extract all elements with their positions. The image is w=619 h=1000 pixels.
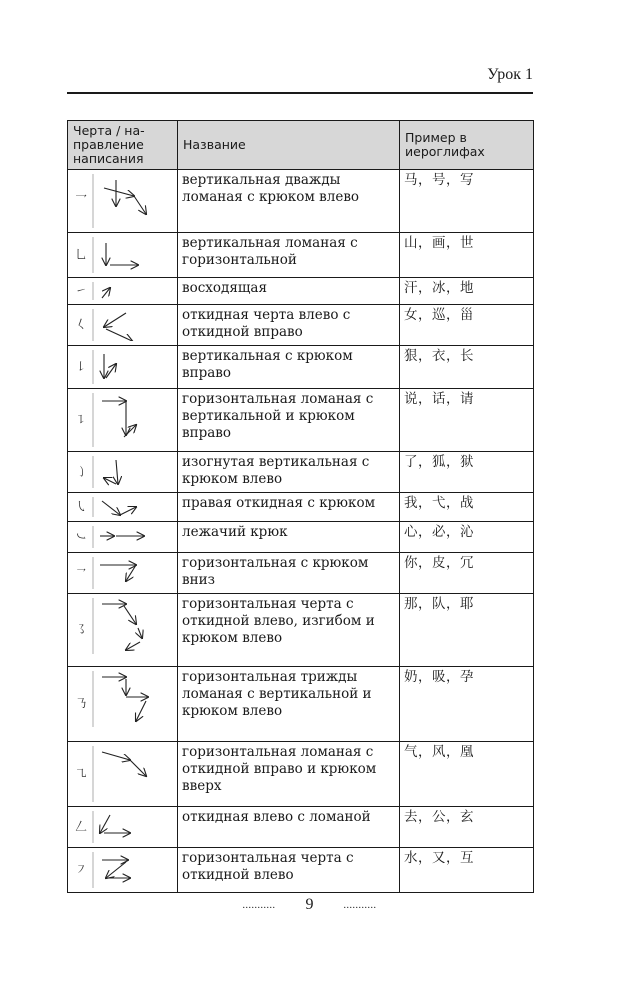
stroke-name: восходящая (178, 278, 400, 305)
stroke-glyph: ⺂ (75, 193, 88, 208)
stroke-examples: 了，狐，狱 (400, 452, 534, 493)
stroke-examples: 女，巡，甾 (400, 305, 534, 346)
stroke-cell (68, 233, 178, 278)
table-row (68, 346, 534, 389)
stroke-glyph: ㇡ (75, 696, 88, 711)
stroke-glyph: ㇇ (75, 862, 88, 877)
stroke-cell (68, 848, 178, 893)
table-row (68, 170, 534, 233)
direction-arrow (134, 196, 146, 214)
table-row (68, 452, 534, 493)
stroke-cell (68, 452, 178, 493)
footer-dots-left: ........... (242, 899, 276, 911)
stroke-cell (68, 170, 178, 233)
stroke-direction-diagram (92, 497, 162, 517)
direction-arrow (102, 752, 130, 760)
stroke-examples: 心，必，沁 (400, 522, 534, 553)
stroke-examples: 我，弋，战 (400, 493, 534, 522)
stroke-glyph: ㇖ (75, 565, 88, 580)
column-header-name: Название (178, 121, 400, 170)
stroke-name: вертикальная дважды ломаная с крюком влево (178, 170, 400, 233)
stroke-direction-diagram (92, 393, 162, 447)
table-row (68, 848, 534, 893)
stroke-name: горизонтальная трижды ломаная с вертикальной и крюком влево (178, 667, 400, 742)
stroke-examples: 你，皮，冗 (400, 553, 534, 594)
stroke-cell (68, 667, 178, 742)
direction-arrow (100, 815, 110, 833)
stroke-examples: 汗，冰，地 (400, 278, 534, 305)
stroke-examples: 马，号，写 (400, 170, 534, 233)
stroke-name: горизонтальная ломаная с вертикальной и крюком вправо (178, 389, 400, 452)
stroke-direction-diagram (92, 237, 162, 273)
stroke-name: горизонтальная черта с откидной влево, изгибом и крюком влево (178, 594, 400, 667)
stroke-cell (68, 389, 178, 452)
direction-arrow (102, 501, 120, 515)
lesson-title: Урок 1 (487, 66, 533, 83)
stroke-examples: 去，公，玄 (400, 807, 534, 848)
table-row (68, 278, 534, 305)
table-row (68, 522, 534, 553)
footer-dots-right: ........... (343, 899, 377, 911)
stroke-direction-diagram (92, 557, 162, 589)
direction-arrow (124, 606, 136, 624)
column-header-stroke: Черта / на-правление написания (68, 121, 178, 170)
stroke-cell (68, 594, 178, 667)
stroke-name: горизонтальная черта с откидной влево (178, 848, 400, 893)
direction-arrow (126, 642, 140, 650)
table-row (68, 493, 534, 522)
table-row (68, 742, 534, 807)
stroke-direction-diagram (92, 174, 162, 228)
page-footer (0, 896, 619, 914)
stroke-name: вертикальная с крюком вправо (178, 346, 400, 389)
stroke-name: горизонтальная ломаная с откидной вправо и крюком вверх (178, 742, 400, 807)
table-row (68, 594, 534, 667)
stroke-name: вертикальная ломаная с горизонтальной (178, 233, 400, 278)
stroke-direction-diagram (92, 282, 162, 300)
stroke-glyph: ㇁ (75, 464, 88, 479)
stroke-direction-diagram (92, 350, 162, 384)
stroke-examples: 水，又，互 (400, 848, 534, 893)
stroke-examples: 说，话，请 (400, 389, 534, 452)
direction-arrow (136, 701, 146, 721)
stroke-cell (68, 305, 178, 346)
stroke-glyph: 𠃋 (75, 819, 88, 834)
stroke-glyph: ㇊ (75, 412, 88, 427)
strokes-table (67, 120, 534, 893)
direction-arrow (126, 565, 136, 581)
stroke-glyph: 乚 (75, 247, 88, 262)
direction-arrow (116, 460, 118, 484)
direction-arrow (106, 329, 132, 341)
stroke-direction-diagram (92, 746, 162, 802)
table-row (68, 233, 534, 278)
stroke-cell (68, 807, 178, 848)
stroke-direction-diagram (92, 598, 162, 662)
stroke-examples: 山，画，世 (400, 233, 534, 278)
table-row (68, 553, 534, 594)
stroke-direction-diagram (92, 811, 162, 843)
direction-arrow (120, 507, 136, 515)
stroke-direction-diagram (92, 309, 162, 341)
stroke-name: лежачий крюк (178, 522, 400, 553)
stroke-examples: 气，风，凰 (400, 742, 534, 807)
page-number: 9 (305, 896, 314, 913)
stroke-cell (68, 278, 178, 305)
stroke-direction-diagram (92, 526, 162, 548)
direction-arrow (130, 760, 146, 776)
column-header-examples: Пример в иероглифах (400, 121, 534, 170)
stroke-cell (68, 553, 178, 594)
direction-arrow (102, 288, 110, 298)
stroke-name: откидная влево с ломаной (178, 807, 400, 848)
stroke-examples: 狠，衣，长 (400, 346, 534, 389)
stroke-glyph: ㇀ (75, 283, 88, 298)
stroke-examples: 奶，吸，孕 (400, 667, 534, 742)
direction-arrow (106, 862, 126, 878)
direction-arrow (104, 478, 116, 484)
stroke-glyph: ㇌ (75, 622, 88, 637)
table-row (68, 389, 534, 452)
direction-arrow (104, 188, 134, 196)
direction-arrow (104, 313, 126, 327)
direction-arrow (138, 628, 142, 638)
stroke-cell (68, 346, 178, 389)
table-header-row (68, 121, 534, 170)
stroke-direction-diagram (92, 852, 162, 888)
stroke-cell (68, 522, 178, 553)
stroke-examples: 那，队，耶 (400, 594, 534, 667)
stroke-glyph: ㇂ (75, 499, 88, 514)
stroke-direction-diagram (92, 456, 162, 488)
direction-arrow (106, 364, 116, 378)
stroke-cell (68, 493, 178, 522)
table-row (68, 667, 534, 742)
table-row (68, 305, 534, 346)
stroke-glyph: 𡿨 (75, 317, 88, 332)
stroke-name: откидная черта влево с откидной вправо (178, 305, 400, 346)
stroke-name: правая откидная с крюком (178, 493, 400, 522)
stroke-glyph: ㇙ (75, 359, 88, 374)
stroke-name: изогнутая вертикальная с крюком влево (178, 452, 400, 493)
stroke-glyph: ㇈ (75, 766, 88, 781)
stroke-glyph: ㇃ (75, 529, 88, 544)
stroke-name: горизонтальная с крюком вниз (178, 553, 400, 594)
stroke-direction-diagram (92, 671, 162, 737)
page-header (67, 60, 533, 94)
table-row (68, 807, 534, 848)
stroke-cell (68, 742, 178, 807)
